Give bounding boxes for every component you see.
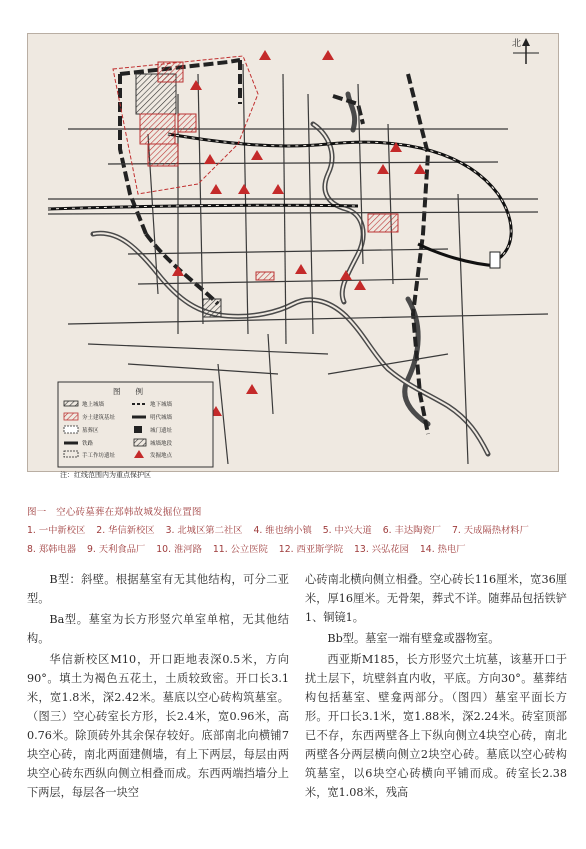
site-item: 13. 兴弘花园 [353, 544, 409, 555]
wall-above-ground-icon [64, 401, 78, 406]
svg-text:夯土建筑基址: 夯土建筑基址 [82, 415, 116, 421]
paragraph: B型：斜壁。根据墓室有无其他结构，可分二亚型。 [27, 573, 289, 605]
map-legend [58, 382, 213, 467]
right-text-column [305, 570, 567, 802]
railway-line [48, 134, 511, 266]
svg-text:地上城墙: 地上城墙 [82, 402, 105, 408]
city-gate-icon [134, 426, 142, 433]
paragraph: 西亚斯M185，长方形竖穴土坑墓，该墓开口于扰土层下，坑壁斜直内收，平底。方向30°。墓葬结构包括墓室、壁龛两部分。（图四）墓室平面长方形。开口长3.1米，宽1.88米，深2.24米。砖室顶部已不存，东西两壁各上下纵向侧立4块空心砖，南北两壁各分两层横向侧立2块空心砖。墓底以空心砖构筑墓室，以6块空心砖横向平铺而成。砖室长2.38米，宽1.08米，残高 [305, 653, 567, 799]
site-item: 7. 天成隔热材料厂 [451, 525, 529, 536]
site-item: 1. 一中新校区 [27, 525, 86, 536]
site-item: 14. 热电厂 [419, 544, 466, 555]
svg-text:墓葬区: 墓葬区 [82, 428, 99, 434]
site-item: 4. 维也纳小镇 [253, 525, 312, 536]
paragraph: 华信新校区M10，开口距地表深0.5米，方向90°。填土为褐色五花土，土质较致密。开口长3.1米，宽1.8米，深2.42米。墓底以空心砖构筑墓室。（图三）空心砖室长方形，长2.4米，宽0.96米，高0.76米。除顶砖外其余保存较好。底部南北向横铺7块空心砖，南北两面建侧墙，有上下两层，每层由两块空心砖东西纵向侧立相叠而成。东西两端挡墙分上下两层，每层各一块空 [27, 653, 289, 799]
site-list [27, 521, 567, 559]
site-item: 10. 淮河路 [156, 544, 202, 555]
svg-text:铁路: 铁路 [82, 441, 94, 447]
site-item: 5. 中兴大道 [322, 525, 372, 536]
map-note: 注：红线范围内为重点保护区 [60, 471, 151, 479]
station [490, 252, 500, 268]
left-text-column [27, 570, 289, 802]
site-item: 6. 丰达陶瓷厂 [382, 525, 442, 536]
legend-title: 图 例 [113, 387, 143, 396]
site-item: 3. 北城区第二社区 [165, 525, 243, 536]
site-item: 11. 公立医院 [212, 544, 268, 555]
svg-text:地下城墙: 地下城墙 [150, 402, 173, 408]
site-item: 12. 西亚斯学院 [278, 544, 344, 555]
site-item: 9. 天利食品厂 [86, 544, 146, 555]
site-item: 2. 华信新校区 [96, 525, 155, 536]
svg-text:城墙地段: 城墙地段 [150, 441, 173, 447]
tomb-area-icon [64, 426, 78, 433]
figure-caption: 图一 空心砖墓葬在郑韩故城发掘位置图 [27, 507, 202, 518]
site-item: 8. 郑韩电器 [27, 544, 77, 555]
rammed-earth-foundation-icon [64, 413, 78, 420]
wall-section-icon [134, 439, 146, 446]
svg-text:手工作坊遗址: 手工作坊遗址 [82, 453, 116, 459]
north-arrow-icon [512, 37, 539, 64]
svg-text:明代城墙: 明代城墙 [150, 415, 173, 421]
svg-text:城门遗址: 城门遗址 [150, 428, 173, 434]
svg-text:发掘地点: 发掘地点 [150, 453, 173, 459]
north-label: 北 [512, 39, 522, 49]
site-location-map [27, 33, 559, 479]
paragraph: Bb型。墓室一端有壁龛或器物室。 [327, 632, 500, 645]
paragraph: Ba型。墓室为长方形竖穴单室单棺，无其他结构。 [27, 613, 289, 645]
paragraph: 心砖南北横向侧立相叠。空心砖长116厘米，宽36厘米，厚16厘米。无骨架，葬式不详。随葬品包括铁铲1、铜镜1。 [305, 573, 567, 624]
